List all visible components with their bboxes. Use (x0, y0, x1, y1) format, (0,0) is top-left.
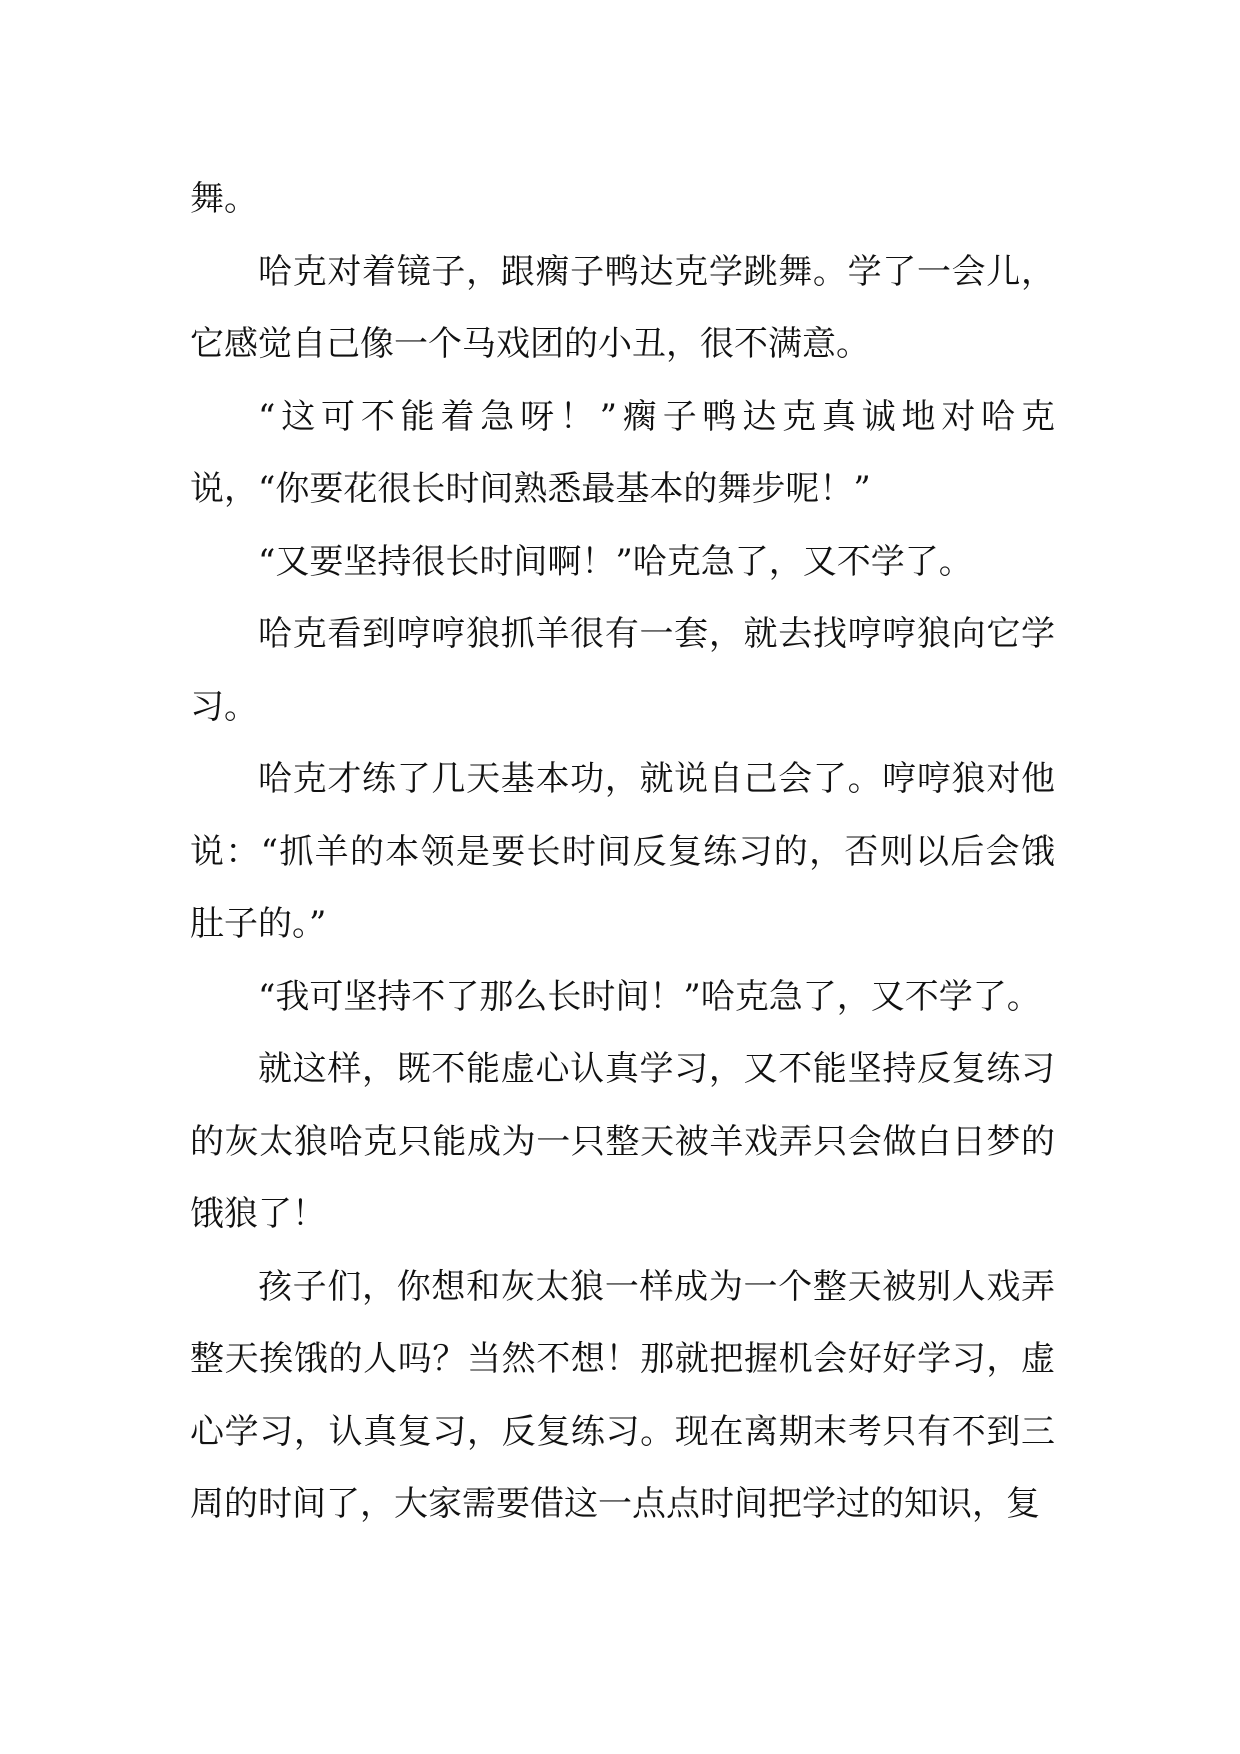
paragraph: 孩子们，你想和灰太狼一样成为一个整天被别人戏弄整天挨饿的人吗？当然不想！那就把握机会好好学习，虚心学习，认真复习，反复练习。现在离期末考只有不到三周的时间了，大家需要借这一点点时间把学过的知识，复 (190, 1266, 1055, 1524)
paragraph-continuation: 舞。 (190, 179, 258, 219)
body-text (190, 163, 1055, 1541)
paragraph: 哈克才练了几天基本功，就说自己会了。哼哼狼对他说：“抓羊的本领是要长时间反复练习的，否则以后会饿肚子的。” (190, 759, 1055, 944)
paragraph: “又要坚持很长时间啊！”哈克急了，又不学了。 (258, 541, 973, 582)
paragraph: 哈克看到哼哼狼抓羊很有一套，就去找哼哼狼向它学习。 (190, 614, 1055, 727)
paragraph: “这可不能着急呀！”瘸子鸭达克真诚地对哈克说，“你要花很长时间熟悉最基本的舞步呢！” (190, 396, 1055, 509)
paragraph: 就这样，既不能虚心认真学习，又不能坚持反复练习的灰太狼哈克只能成为一只整天被羊戏弄只会做白日梦的饿狼了！ (190, 1049, 1055, 1234)
paragraph: 哈克对着镜子，跟瘸子鸭达克学跳舞。学了一会儿，它感觉自己像一个马戏团的小丑，很不满意。 (190, 251, 1055, 364)
paragraph: “我可坚持不了那么长时间！”哈克急了，又不学了。 (258, 976, 1041, 1017)
